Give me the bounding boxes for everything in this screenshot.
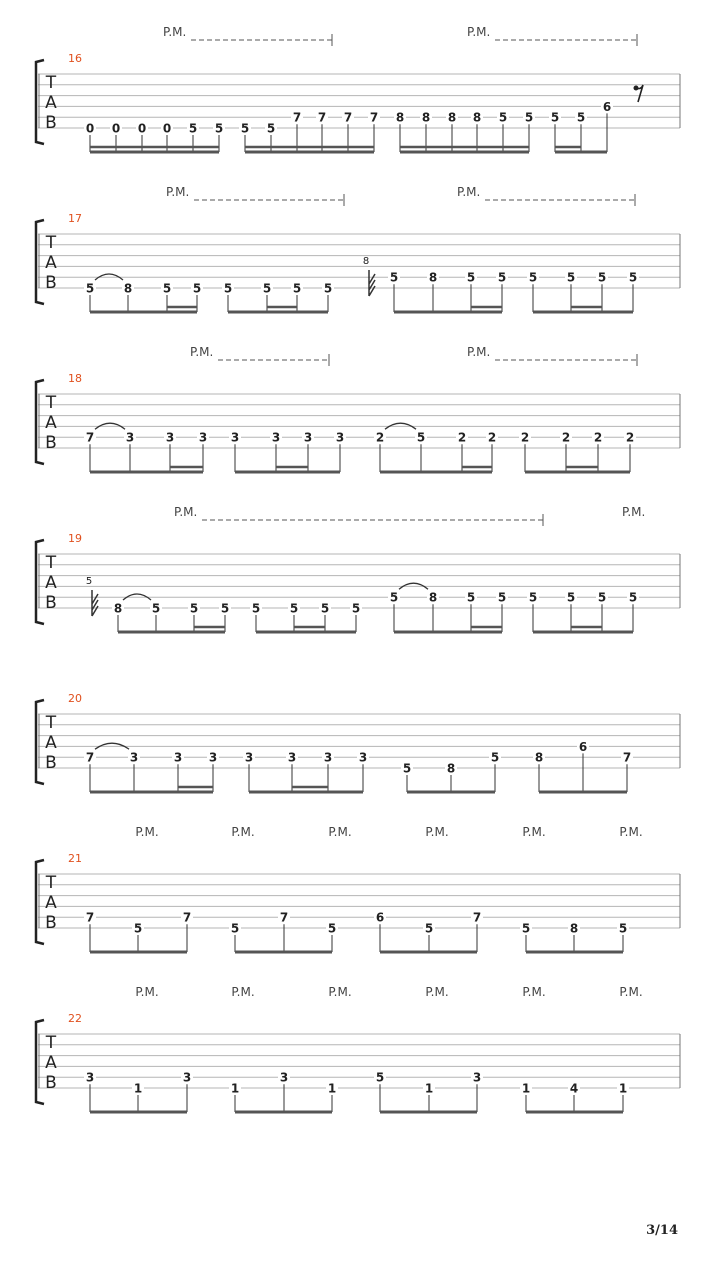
palm-mute-label: P.M. (467, 345, 491, 359)
fret-number: 5 (550, 110, 560, 125)
measure-number: 16 (68, 52, 82, 65)
fret-number: 3 (173, 750, 183, 765)
palm-mute-label: P.M. (135, 825, 159, 839)
fret-number: 3 (335, 430, 345, 445)
tab-clef (45, 873, 57, 933)
tab-system-16 (36, 25, 680, 152)
fret-number: 5 (320, 601, 330, 616)
fret-number: 3 (323, 750, 333, 765)
fret-number: 3 (129, 750, 139, 765)
palm-mute-label: P.M. (467, 25, 491, 39)
system-bracket (36, 380, 44, 464)
palm-mute-label: P.M. (190, 345, 214, 359)
fret-number: 5 (576, 110, 586, 125)
fret-number: 0 (137, 121, 147, 136)
fret-number: 8 (428, 270, 438, 285)
fret-number: 5 (466, 590, 476, 605)
palm-mute-markings (163, 25, 637, 46)
tab-clef-letter: B (45, 593, 57, 613)
fret-number: 3 (287, 750, 297, 765)
fret-number: 2 (625, 430, 635, 445)
tab-system-22 (36, 985, 680, 1112)
palm-mute-label: P.M. (619, 825, 643, 839)
fret-number: 6 (578, 739, 588, 754)
fret-number: 5 (524, 110, 534, 125)
fret-number: 8 (569, 921, 579, 936)
fret-number: 8 (113, 601, 123, 616)
note-list (84, 1070, 629, 1112)
fret-number: 2 (487, 430, 497, 445)
tab-clef-letter: B (45, 113, 57, 133)
tab-system-17 (36, 185, 680, 312)
palm-mute-markings (190, 345, 637, 366)
palm-mute-label: P.M. (425, 985, 449, 999)
tab-clef-letter: B (45, 753, 57, 773)
measure-number: 18 (68, 372, 82, 385)
fret-number: 8 (123, 281, 133, 296)
fret-number: 0 (85, 121, 95, 136)
fret-number: 5 (528, 270, 538, 285)
fret-number: 5 (289, 601, 299, 616)
fret-number: 5 (597, 590, 607, 605)
fret-number: 7 (622, 750, 632, 765)
fret-number: 2 (457, 430, 467, 445)
fret-number: 3 (358, 750, 368, 765)
fret-number: 7 (279, 910, 289, 925)
fret-number: 5 (402, 761, 412, 776)
grace-note: 8 (362, 256, 370, 267)
fret-number: 5 (214, 121, 224, 136)
tab-clef-letter: T (45, 73, 57, 93)
fret-number: 8 (428, 590, 438, 605)
fret-number: 3 (303, 430, 313, 445)
fret-number: 7 (472, 910, 482, 925)
palm-mute-markings (166, 185, 635, 206)
fret-number: 3 (125, 430, 135, 445)
tab-system-20 (36, 692, 680, 792)
tab-clef-letter: B (45, 1073, 57, 1093)
tab-clef (45, 233, 57, 293)
fret-number: 1 (618, 1081, 628, 1096)
palm-mute-label: P.M. (174, 505, 198, 519)
note-list (84, 910, 629, 952)
fret-number: 5 (230, 921, 240, 936)
fret-number: 5 (262, 281, 272, 296)
tab-clef-letter: A (45, 93, 57, 113)
palm-mute-label: P.M. (425, 825, 449, 839)
fret-number: 5 (133, 921, 143, 936)
tab-clef (45, 393, 57, 453)
fret-number: 5 (389, 590, 399, 605)
tab-clef-letter: B (45, 433, 57, 453)
palm-mute-label: P.M. (135, 985, 159, 999)
palm-mute-markings (174, 505, 645, 526)
fret-number: 5 (628, 590, 638, 605)
fret-number: 5 (351, 601, 361, 616)
palm-mute-label: P.M. (522, 825, 546, 839)
beam-groups (90, 787, 627, 792)
eighth-rest (636, 85, 643, 102)
fret-number: 5 (566, 270, 576, 285)
fret-number: 1 (327, 1081, 337, 1096)
fret-number: 7 (85, 750, 95, 765)
system-bracket (36, 220, 44, 304)
tab-clef-letter: A (45, 893, 57, 913)
tab-clef-letter: T (45, 1033, 57, 1053)
system-bracket (36, 700, 44, 784)
fret-number: 3 (208, 750, 218, 765)
fret-number: 5 (490, 750, 500, 765)
tab-clef-letter: T (45, 233, 57, 253)
palm-mute-label: P.M. (231, 985, 255, 999)
fret-number: 5 (618, 921, 628, 936)
fret-number: 8 (421, 110, 431, 125)
fret-number: 7 (292, 110, 302, 125)
fret-number: 2 (520, 430, 530, 445)
fret-number: 8 (534, 750, 544, 765)
fret-number: 3 (198, 430, 208, 445)
fret-number: 5 (251, 601, 261, 616)
fret-number: 3 (85, 1070, 95, 1085)
system-bracket (36, 1020, 44, 1104)
note-list (84, 99, 613, 152)
measure-number: 21 (68, 852, 82, 865)
fret-number: 8 (446, 761, 456, 776)
fret-number: 3 (279, 1070, 289, 1085)
fret-number: 5 (566, 590, 576, 605)
fret-number: 7 (317, 110, 327, 125)
tab-clef (45, 73, 57, 133)
fret-number: 5 (389, 270, 399, 285)
fret-number: 5 (521, 921, 531, 936)
fret-number: 5 (497, 590, 507, 605)
fret-number: 5 (189, 601, 199, 616)
fret-number: 5 (151, 601, 161, 616)
grace-flag (369, 270, 375, 296)
fret-number: 5 (528, 590, 538, 605)
fret-number: 5 (424, 921, 434, 936)
fret-number: 5 (497, 270, 507, 285)
measure-number: 20 (68, 692, 82, 705)
tab-clef-letter: T (45, 553, 57, 573)
fret-number: 1 (521, 1081, 531, 1096)
fret-number: 3 (271, 430, 281, 445)
fret-number: 3 (230, 430, 240, 445)
fret-number: 6 (375, 910, 385, 925)
note-list (84, 739, 633, 792)
tab-system-19 (36, 505, 680, 632)
tab-clef (45, 1033, 57, 1093)
fret-number: 1 (424, 1081, 434, 1096)
fret-number: 2 (375, 430, 385, 445)
tab-clef-letter: A (45, 253, 57, 273)
system-bracket (36, 60, 44, 144)
fret-number: 3 (472, 1070, 482, 1085)
palm-mute-label: P.M. (328, 825, 352, 839)
fret-number: 5 (466, 270, 476, 285)
fret-number: 5 (323, 281, 333, 296)
fret-number: 1 (230, 1081, 240, 1096)
grace-note: 5 (85, 576, 93, 587)
tab-system-21 (36, 825, 680, 952)
beam-groups (118, 627, 633, 632)
tab-clef-letter: T (45, 873, 57, 893)
fret-number: 5 (416, 430, 426, 445)
fret-number: 4 (569, 1081, 579, 1096)
fret-number: 7 (369, 110, 379, 125)
tab-system-18 (36, 345, 680, 472)
fret-number: 7 (85, 430, 95, 445)
tab-clef-letter: A (45, 573, 57, 593)
fret-number: 5 (85, 281, 95, 296)
beam-groups (90, 467, 630, 472)
fret-number: 6 (602, 99, 612, 114)
fret-number: 0 (162, 121, 172, 136)
system-bracket (36, 860, 44, 944)
fret-number: 5 (240, 121, 250, 136)
beam-groups (90, 307, 633, 312)
page-number: 3/14 (646, 1223, 678, 1238)
palm-mute-label: P.M. (328, 985, 352, 999)
fret-number: 5 (223, 281, 233, 296)
fret-number: 5 (498, 110, 508, 125)
fret-number: 2 (593, 430, 603, 445)
fret-number: 5 (188, 121, 198, 136)
fret-number: 3 (182, 1070, 192, 1085)
tab-clef-letter: T (45, 713, 57, 733)
fret-number: 5 (292, 281, 302, 296)
fret-number: 2 (561, 430, 571, 445)
tab-clef-letter: B (45, 913, 57, 933)
palm-mute-label: P.M. (231, 825, 255, 839)
measure-number: 22 (68, 1012, 82, 1025)
palm-mute-markings (135, 985, 642, 999)
note-list (112, 590, 639, 632)
fret-number: 5 (327, 921, 337, 936)
tab-clef-letter: A (45, 1053, 57, 1073)
fret-number: 8 (395, 110, 405, 125)
fret-number: 5 (375, 1070, 385, 1085)
fret-number: 5 (266, 121, 276, 136)
fret-number: 3 (165, 430, 175, 445)
fret-number: 8 (472, 110, 482, 125)
fret-number: 3 (244, 750, 254, 765)
tab-clef-letter: B (45, 273, 57, 293)
palm-mute-label: P.M. (619, 985, 643, 999)
palm-mute-label: P.M. (622, 505, 646, 519)
fret-number: 7 (182, 910, 192, 925)
palm-mute-label: P.M. (163, 25, 187, 39)
palm-mute-label: P.M. (457, 185, 481, 199)
fret-number: 5 (597, 270, 607, 285)
fret-number: 5 (628, 270, 638, 285)
tab-clef-letter: A (45, 733, 57, 753)
palm-mute-label: P.M. (166, 185, 190, 199)
palm-mute-label: P.M. (522, 985, 546, 999)
tab-clef-letter: A (45, 413, 57, 433)
tab-clef (45, 713, 57, 773)
system-bracket (36, 540, 44, 624)
fret-number: 8 (447, 110, 457, 125)
tab-clef (45, 553, 57, 613)
fret-number: 0 (111, 121, 121, 136)
note-list (84, 430, 636, 472)
measure-number: 17 (68, 212, 82, 225)
fret-number: 7 (85, 910, 95, 925)
fret-number: 1 (133, 1081, 143, 1096)
fret-number: 5 (192, 281, 202, 296)
tab-clef-letter: T (45, 393, 57, 413)
fret-number: 5 (220, 601, 230, 616)
palm-mute-markings (135, 825, 642, 839)
measure-number: 19 (68, 532, 82, 545)
fret-number: 7 (343, 110, 353, 125)
fret-number: 5 (162, 281, 172, 296)
grace-flag (92, 590, 98, 616)
note-list (84, 270, 639, 312)
